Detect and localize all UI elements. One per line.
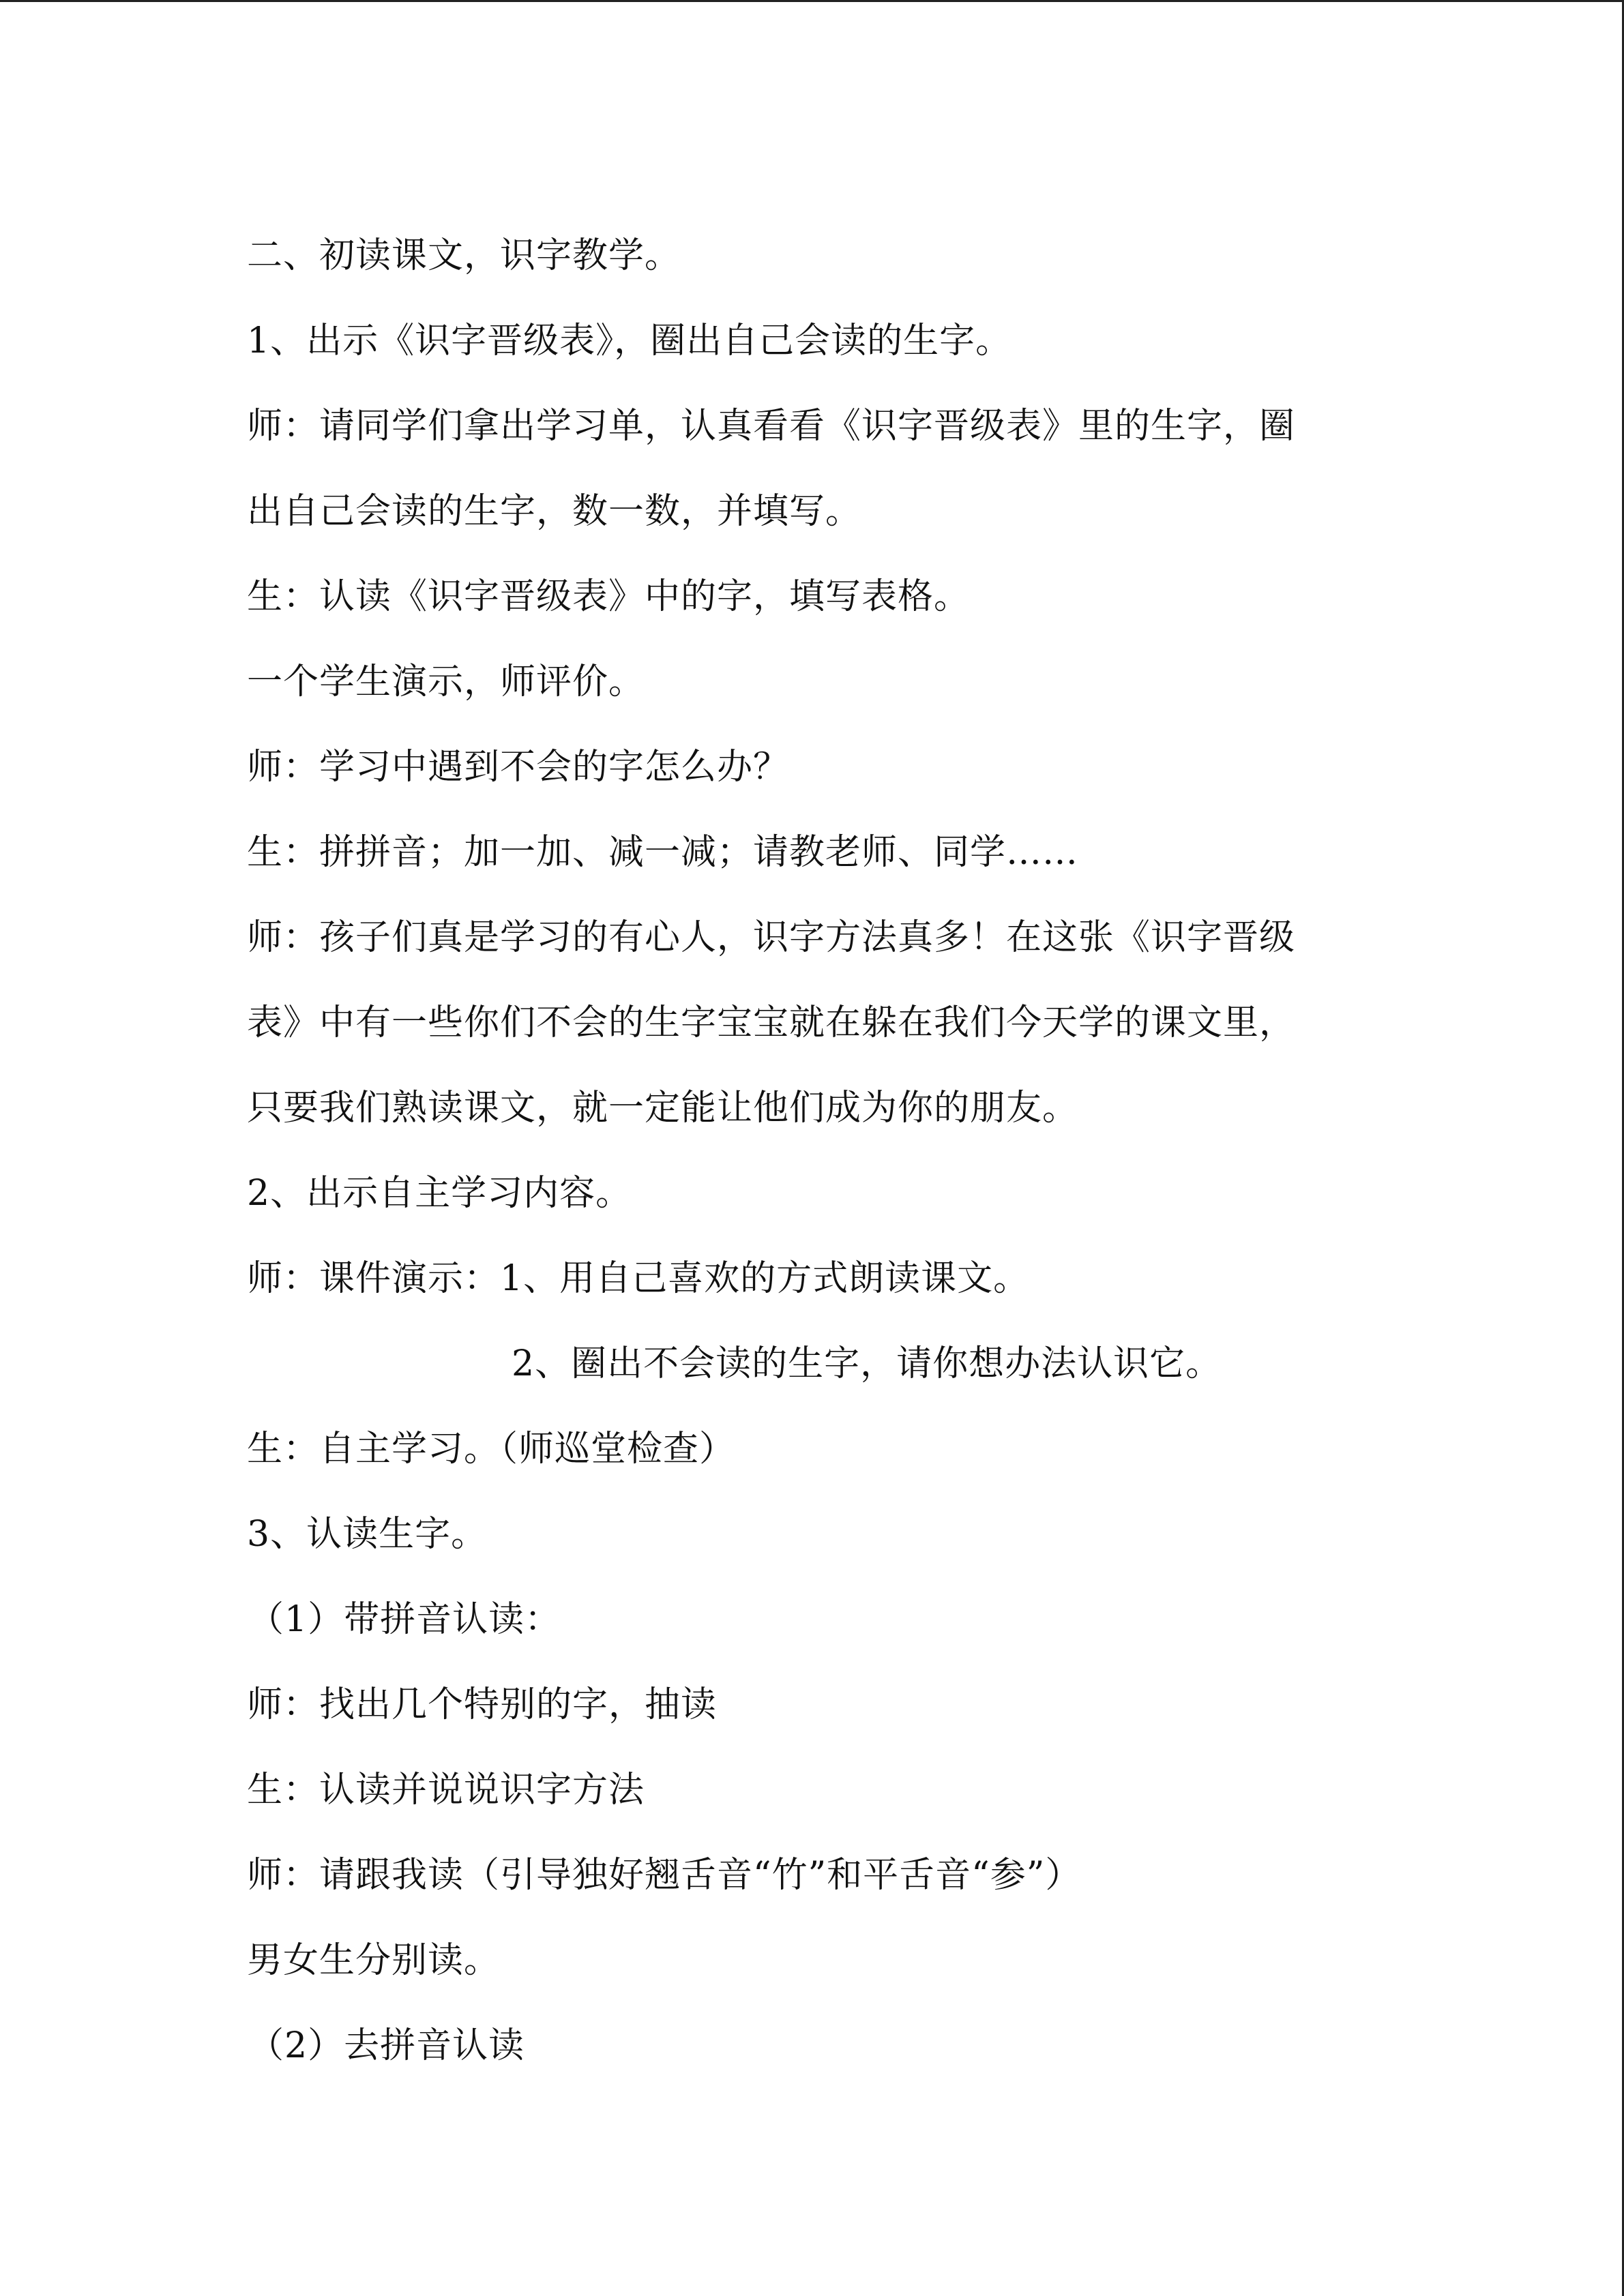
paragraph-line: 师：请跟我读（引导独好翘舌音“竹”和平舌音“参”） [247, 1855, 1082, 1896]
section-heading: 二、初读课文，识字教学。 [247, 235, 681, 276]
step-heading: 3、认读生字。 [247, 1514, 488, 1555]
paragraph-line: 表》中有一些你们不会的生字宝宝就在躲在我们今天学的课文里， [247, 1002, 1296, 1043]
paragraph-line: 师：找出几个特别的字，抽读 [247, 1684, 718, 1725]
paragraph-line-indented: 2、圈出不会读的生字，请你想办法认识它。 [512, 1343, 1222, 1384]
paragraph-line: 师：孩子们真是学习的有心人，识字方法真多！在这张《识字晋级 [247, 917, 1296, 958]
paragraph-line: 一个学生演示，师评价。 [247, 661, 645, 702]
paragraph-line: 师：课件演示：1、用自己喜欢的方式朗读课文。 [247, 1258, 1030, 1299]
step-heading: 2、出示自主学习内容。 [247, 1173, 632, 1214]
paragraph-line: 生：认读并说说识字方法 [247, 1770, 645, 1810]
paragraph-line: 生：认读《识字晋级表》中的字，填写表格。 [247, 576, 971, 617]
document-body [247, 213, 1379, 2089]
paragraph-line: 男女生分别读。 [247, 1940, 501, 1981]
sub-step-heading: （2）去拼音认读 [248, 2025, 525, 2066]
paragraph-line: 生：自主学习。（师巡堂检查） [247, 1429, 736, 1470]
paragraph-line: 出自己会读的生字，数一数，并填写。 [247, 491, 862, 532]
step-heading: 1、出示《识字晋级表》，圈出自己会读的生字。 [247, 320, 1012, 361]
paragraph-line: 师：学习中遇到不会的字怎么办？ [247, 747, 790, 788]
sub-step-heading: （1）带拼音认读： [248, 1599, 561, 1640]
paragraph-line: 只要我们熟读课文，就一定能让他们成为你的朋友。 [247, 1088, 1079, 1129]
paragraph-line: 师：请同学们拿出学习单，认真看看《识字晋级表》里的生字，圈 [247, 406, 1296, 447]
paragraph-line: 生：拼拼音；加一加、减一减；请教老师、同学…… [247, 832, 1079, 873]
